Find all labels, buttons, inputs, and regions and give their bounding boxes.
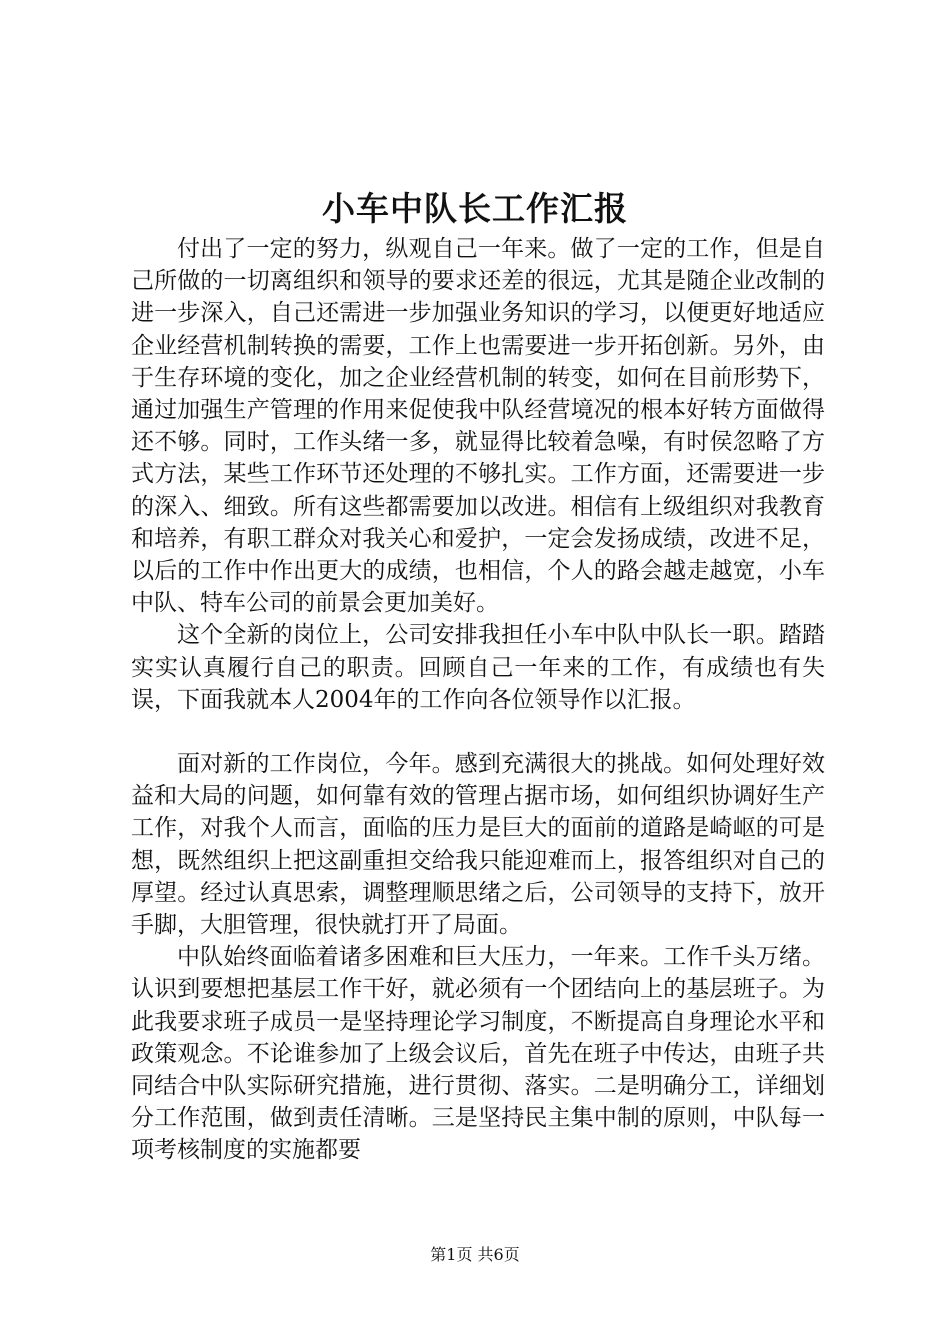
document-body (131, 233, 825, 1167)
page-number-footer: 第1页 共6页 (430, 1245, 520, 1264)
paragraph-4: 中队始终面临着诸多困难和巨大压力，一年来。工作千头万绪。认识到要想把基层工作干好，就必须有一个团结向上的基层班子。为此我要求班子成员一是坚持理论学习制度，不断提高自身理论水平和政策观念。不论谁参加了上级会议后，首先在班子中传达，由班子共同结合中队实际研究措施，进行贯彻、落实。二是明确分工，详细划分工作范围，做到责任清晰。三是坚持民主集中制的原则，中队每一项考核制度的实施都要 (131, 944, 825, 1164)
document-title: 小车中队长工作汇报 (322, 189, 628, 228)
paragraph-spacer (131, 716, 825, 748)
paragraph-2: 这个全新的岗位上，公司安排我担任小车中队中队长一职。踏踏实实认真履行自己的职责。回顾自己一年来的工作，有成绩也有失误，下面我就本人2004年的工作向各位领导作以汇报。 (131, 622, 825, 713)
paragraph-3: 面对新的工作岗位，今年。感到充满很大的挑战。如何处理好效益和大局的问题，如何靠有效的管理占据市场，如何组织协调好生产工作，对我个人而言，面临的压力是巨大的面前的道路是崎岖的可是想，既然组织上把这副重担交给我只能迎难而上，报答组织对自己的厚望。经过认真思索，调整理顺思绪之后，公司领导的支持下，放开手脚，大胆管理，很快就打开了局面。 (131, 751, 825, 939)
paragraph-1: 付出了一定的努力，纵观自己一年来。做了一定的工作，但是自己所做的一切离组织和领导的要求还差的很远，尤其是随企业改制的进一步深入，自己还需进一步加强业务知识的学习，以便更好地适应企业经营机制转换的需要，工作上也需要进一步开拓创新。另外，由于生存环境的变化，加之企业经营机制的转变，如何在目前形势下，通过加强生产管理的作用来促使我中队经营境况的根本好转方面做得还不够。同时，工作头绪一多，就显得比较着急噪，有时侯忽略了方式方法，某些工作环节还处理的不够扎实。工作方面，还需要进一步的深入、细致。所有这些都需要加以改进。相信有上级组织对我教育和培养，有职工群众对我关心和爱护，一定会发扬成绩，改进不足，以后的工作中作出更大的成绩，也相信，个人的路会越走越宽，小车中队、特车公司的前景会更加美好。 (131, 236, 825, 617)
